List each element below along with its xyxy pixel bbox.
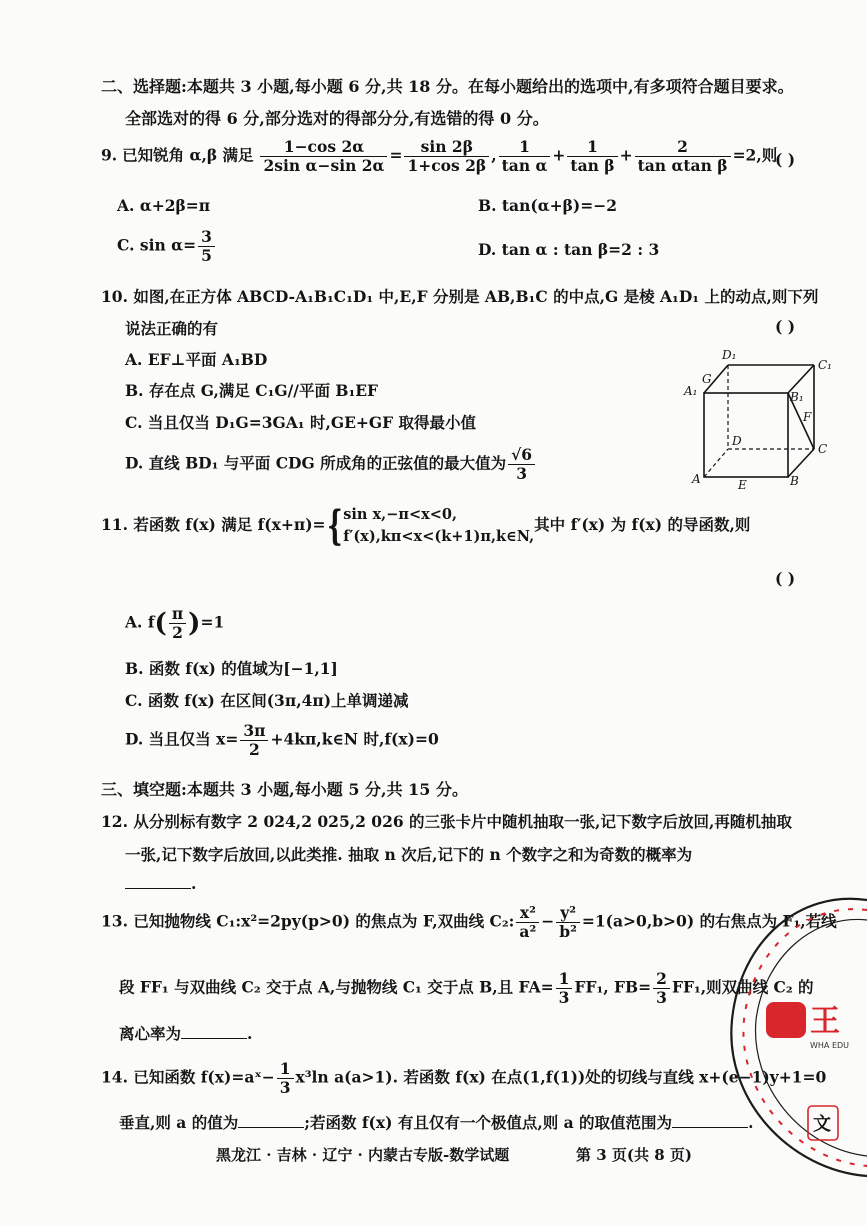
q14-tail: x³ln a(a>1). 若函数 f(x) 在点(1,f(1))处的切线与直线 x+(e−1)y+1=0: [295, 1067, 827, 1087]
cube-label-c: C: [818, 442, 828, 456]
q11-option-a-den: 2: [172, 622, 183, 642]
cube-label-b1: B₁: [790, 390, 804, 404]
q14-answer-blank-1[interactable]: [238, 1113, 304, 1128]
q11-option-a: A. f( $\frac{\pi}{2}$ )=1: [125, 604, 225, 642]
q9-option-a: A. α+2β=π: [117, 196, 211, 215]
cube-label-b: B: [790, 474, 799, 488]
q9-option-c-text: C. sin α=: [117, 235, 197, 255]
q11-option-d-den: 2: [248, 739, 260, 759]
q9-stem: 已知锐角 α,β 满足: [122, 145, 254, 165]
q13-frac2-num: 2: [653, 970, 670, 989]
q12-stem-line1: 12. 从分别标有数字 2 024,2 025,2 026 的三张卡片中随机抽取一张,记下数字后放回,再随机抽取: [101, 812, 792, 831]
q9-option-c: [117, 228, 217, 265]
q9-plus1: +: [552, 145, 566, 165]
cube-label-a: A: [692, 472, 701, 486]
cube-front-face: [704, 393, 788, 477]
q10-option-a: A. EF⊥平面 A₁BD: [125, 350, 268, 369]
q12-answer-line: [125, 874, 196, 893]
q11-option-d-post: +4kπ,k∈N 时,f(x)=0: [270, 729, 439, 749]
q10-stem-line1: 10. 如图,在正方体 ABCD-A₁B₁C₁D₁ 中,E,F 分别是 AB,B₁C 的中点,G 是棱 A₁D₁ 上的动点,则下列: [101, 287, 819, 306]
q9-frac2-num: sin 2β: [404, 138, 489, 157]
q14-line2-b: ;若函数 f(x) 有且仅有一个极值点,则 a 的取值范围为: [304, 1113, 673, 1132]
footer-title: 黑龙江 · 吉林 · 辽宁 · 内蒙古专版-数学试题: [216, 1146, 510, 1164]
q9-plus2: +: [619, 145, 633, 165]
q9-eq: =: [389, 145, 403, 165]
cube-label-e: E: [738, 478, 747, 490]
section2-note: 全部选对的得 6 分,部分选对的得部分分,有选错的得 0 分。: [125, 109, 549, 128]
q9-number: 9.: [101, 145, 118, 165]
q13-frac2-den: 3: [656, 987, 667, 1007]
q9-option-b: B. tan(α+β)=−2: [478, 196, 618, 215]
question-9: [101, 138, 777, 175]
question-11: [101, 504, 750, 548]
q11-option-d: [125, 722, 439, 759]
q9-frac3-den: tan α: [501, 155, 548, 175]
q10-option-c: C. 当且仅当 D₁G=3GA₁ 时,GE+GF 取得最小值: [125, 413, 477, 432]
q11-brace: {: [326, 502, 343, 549]
q9-option-c-num: 3: [198, 228, 215, 247]
q10-option-d-den: 3: [516, 463, 528, 483]
q9-answer-paren: ( ): [775, 150, 796, 169]
q13-answer-blank[interactable]: [181, 1024, 247, 1039]
q9-comma: ,: [491, 145, 497, 165]
stamp-ring-red: [743, 909, 867, 1166]
q9-frac2-den: 1+cos 2β: [407, 155, 487, 175]
q13-fx-num: x²: [516, 904, 539, 923]
cube-hidden-ad: [704, 449, 728, 477]
q13-line2-c: FF₁,则双曲线 C₂ 的: [671, 977, 814, 997]
q11-option-b: B. 函数 f(x) 的值域为[−1,1]: [125, 659, 338, 678]
q12-answer-blank[interactable]: [125, 874, 191, 889]
q10-stem-line2: 说法正确的有: [125, 319, 219, 338]
stamp-logo-text: 王: [810, 1004, 840, 1039]
cube-label-d1: D₁: [722, 348, 737, 362]
q14-stem: 14. 已知函数 f(x)=aˣ−: [101, 1067, 275, 1087]
cube-edge-b1c1: [788, 365, 814, 393]
cube-figure: [680, 345, 840, 490]
q13-frac1-den: 3: [558, 987, 570, 1007]
footer-page-number: 第 3 页(共 8 页): [576, 1146, 692, 1164]
q14-frac-den: 3: [279, 1077, 291, 1097]
q13-line3: [119, 1022, 252, 1044]
q13-fy-num: y²: [556, 904, 580, 923]
q14-end: .: [748, 1113, 754, 1132]
cube-label-f: F: [803, 410, 812, 424]
q10-option-d-text: D. 直线 BD₁ 与平面 CDG 所成角的正弦值的最大值为: [125, 453, 507, 473]
q9-frac5-num: 2: [635, 138, 731, 157]
q13-line2-a: 段 FF₁ 与双曲线 C₂ 交于点 A,与抛物线 C₁ 交于点 B,且 FA=: [119, 977, 554, 997]
q12-stem-line2: 一张,记下数字后放回,以此类推. 抽取 n 次后,记下的 n 个数字之和为奇数的概率为: [125, 845, 693, 864]
q10-answer-paren: ( ): [775, 317, 796, 336]
q9-tail: =2,则: [732, 145, 778, 165]
q11-option-a-num: π: [169, 605, 186, 624]
q11-option-a-post: =1: [200, 612, 225, 632]
q12-end: .: [191, 874, 197, 893]
q11-tail: 其中 f′(x) 为 f(x) 的导函数,则: [534, 515, 751, 534]
cube-label-d: D: [732, 434, 742, 448]
q9-frac5-den: tan αtan β: [637, 155, 728, 175]
q13-frac1-num: 1: [556, 970, 573, 989]
q11-option-a-text: A. f: [125, 612, 155, 632]
q14-line2: [119, 1111, 753, 1133]
watermark-stamp: [680, 880, 867, 1180]
q13-end: .: [247, 1024, 253, 1043]
q11-option-d-num: 3π: [240, 722, 268, 741]
q13-fy-den: b²: [559, 921, 577, 941]
stamp-side-text: 文: [813, 1114, 831, 1135]
cube-label-c1: C₁: [818, 358, 832, 372]
q9-frac1-num: 1−cos 2α: [260, 138, 387, 157]
q13-line3-text: 离心率为: [119, 1024, 182, 1043]
q9-frac4-num: 1: [567, 138, 617, 157]
q13-minus: −: [541, 911, 555, 931]
q11-answer-paren: ( ): [775, 569, 796, 588]
q11-stem: 11. 若函数 f(x) 满足 f(x+π)=: [101, 515, 326, 534]
cube-label-g: G: [702, 372, 712, 386]
q9-frac3-num: 1: [499, 138, 551, 157]
q10-option-d-num: √6: [508, 446, 535, 465]
q9-option-c-den: 5: [201, 245, 212, 265]
section2-heading: 二、选择题:本题共 3 小题,每小题 6 分,共 18 分。在每小题给出的选项中,有多项符合题目要求。: [101, 77, 794, 96]
q14-frac-num: 1: [277, 1060, 294, 1079]
q13-stem: 13. 已知抛物线 C₁:x²=2py(p>0) 的焦点为 F,双曲线 C₂:: [101, 911, 515, 931]
cube-edge-bc: [788, 449, 814, 477]
section3-heading: 三、填空题:本题共 3 小题,每小题 5 分,共 15 分。: [101, 780, 469, 799]
q9-frac4-den: tan β: [570, 155, 615, 175]
q11-option-c: C. 函数 f(x) 在区间(3π,4π)上单调递减: [125, 691, 409, 710]
q13-fx-den: a²: [519, 921, 537, 941]
q9-frac1-den: 2sin α−sin 2α: [263, 155, 385, 175]
q11-case2: f′(x),kπ<x<(k+1)π,k∈N,: [343, 528, 535, 545]
q14-line2-a: 垂直,则 a 的值为: [119, 1113, 239, 1132]
q9-option-d: D. tan α : tan β=2 : 3: [478, 240, 660, 259]
q10-option-d: [125, 446, 537, 483]
q13-line2-b: FF₁, FB=: [574, 977, 652, 997]
cube-label-a1: A₁: [684, 384, 698, 398]
q13-tail: =1(a>0,b>0) 的右焦点为 F₁,若线: [581, 911, 837, 931]
stamp-logo-badge: [766, 1002, 806, 1038]
q11-case1: sin x,−π<x<0,: [343, 506, 458, 523]
stamp-logo-sub: WHA EDU: [810, 1041, 850, 1050]
q10-option-b: B. 存在点 G,满足 C₁G//平面 B₁EF: [125, 381, 379, 400]
q11-option-d-text: D. 当且仅当 x=: [125, 729, 239, 749]
